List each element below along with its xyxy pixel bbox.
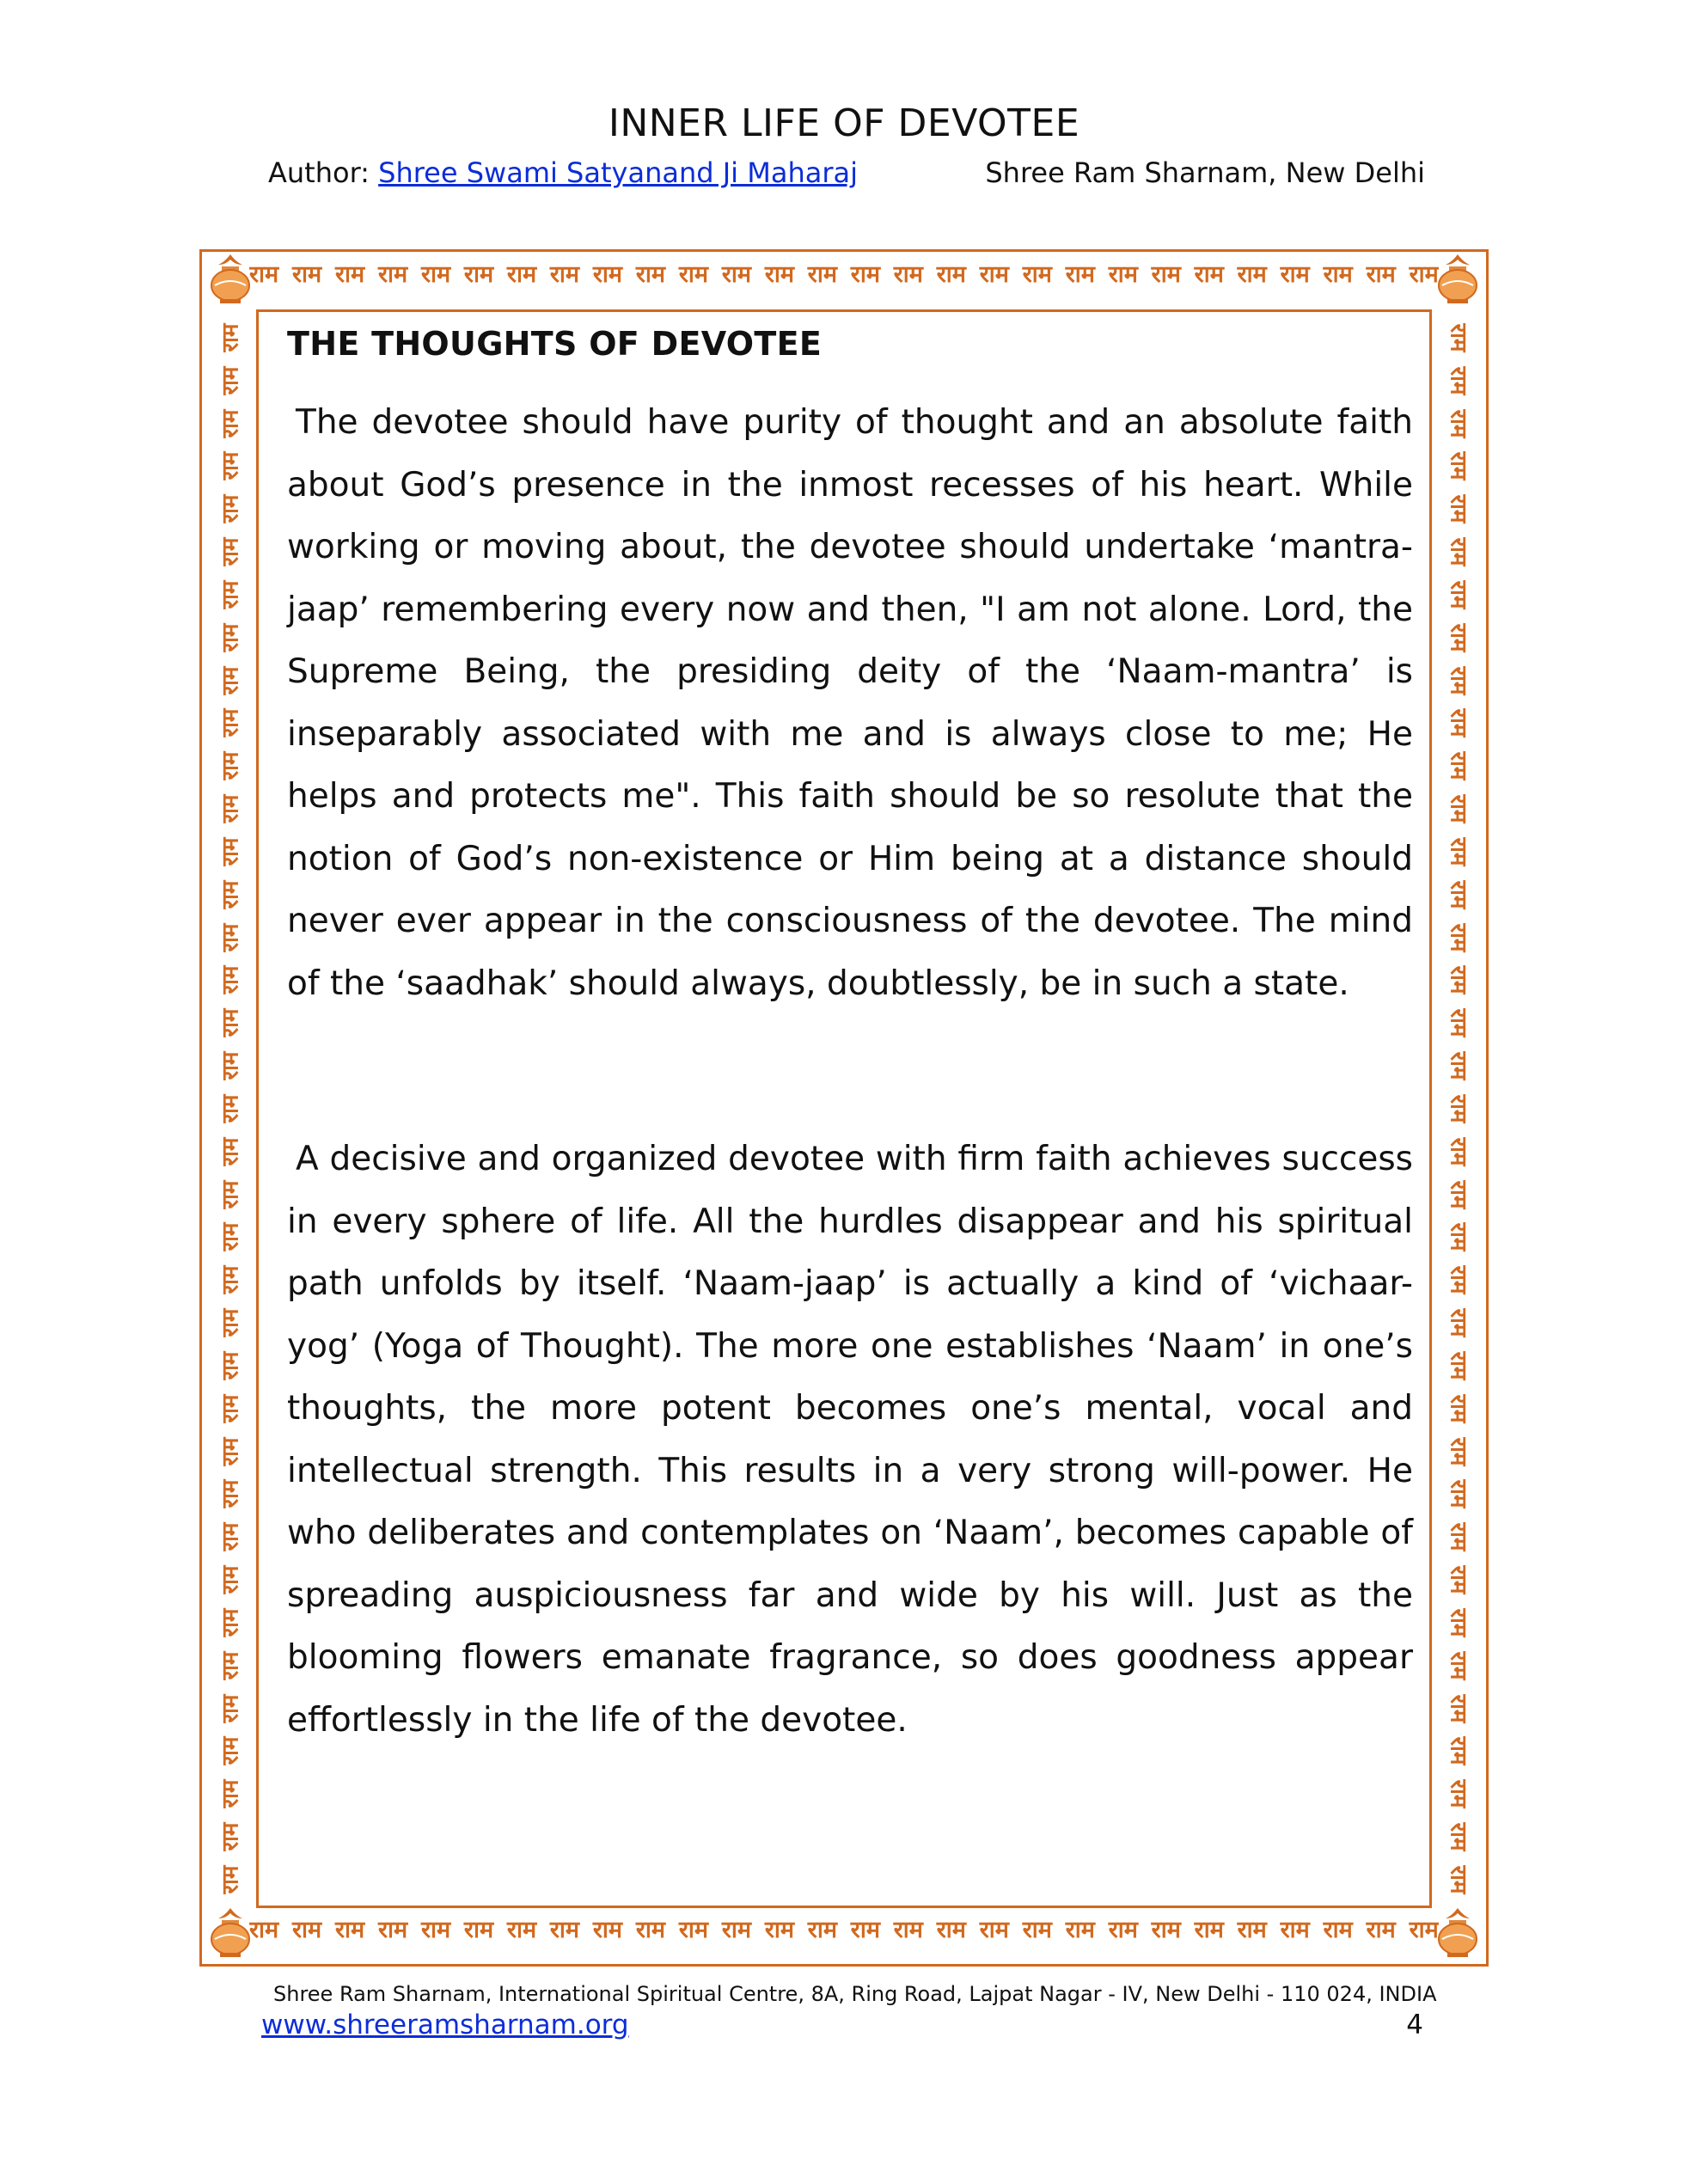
border-ram-word: राम xyxy=(506,1916,537,1943)
website-link[interactable]: www.shreeramsharnam.org xyxy=(261,2010,629,2040)
kalash-icon xyxy=(1430,251,1485,306)
border-ram-word: राम xyxy=(635,1916,666,1943)
border-ram-word: राम xyxy=(217,965,243,994)
border-ram-word: राम xyxy=(217,1394,243,1423)
border-ram-word: राम xyxy=(1444,666,1471,695)
border-ram-word: राम xyxy=(1108,260,1138,288)
border-ram-word: राम xyxy=(217,1565,243,1594)
border-ram-word: राम xyxy=(1444,837,1471,866)
border-ram-word: राम xyxy=(1444,1094,1471,1123)
border-ram-word: राम xyxy=(1444,1479,1471,1508)
kalash-icon xyxy=(203,1905,258,1960)
border-ram-word: राम xyxy=(217,1608,243,1637)
border-ram-word: राम xyxy=(506,260,537,288)
border-top-ram-row xyxy=(249,251,1439,294)
border-ram-word: राम xyxy=(217,1651,243,1680)
border-ram-word: राम xyxy=(1444,708,1471,737)
border-ram-word: राम xyxy=(1065,260,1095,288)
border-ram-word: राम xyxy=(217,1222,243,1251)
border-ram-word: राम xyxy=(217,409,243,438)
border-ram-word: राम xyxy=(850,260,880,288)
border-ram-word: राम xyxy=(1366,260,1396,288)
border-ram-word: राम xyxy=(249,260,279,288)
border-ram-word: राम xyxy=(217,323,243,352)
border-ram-word: राम xyxy=(1444,1394,1471,1423)
border-ram-word: राम xyxy=(1444,580,1471,609)
border-ram-word: राम xyxy=(217,923,243,952)
border-ram-word: राम xyxy=(678,260,709,288)
border-ram-word: राम xyxy=(936,1916,966,1943)
border-ram-word: राम xyxy=(463,260,494,288)
kalash-icon xyxy=(1430,1905,1485,1960)
border-ram-word: राम xyxy=(217,1094,243,1123)
border-ram-word: राम xyxy=(1444,623,1471,652)
border-ram-word: राम xyxy=(217,1779,243,1808)
border-ram-word: राम xyxy=(217,1180,243,1209)
border-ram-word: राम xyxy=(1151,1916,1181,1943)
border-ram-word: राम xyxy=(1444,1694,1471,1722)
border-ram-word: राम xyxy=(217,1308,243,1337)
border-ram-word: राम xyxy=(377,260,408,288)
border-ram-word: राम xyxy=(1444,1565,1471,1594)
border-left-ram-column xyxy=(206,318,254,1900)
border-ram-word: राम xyxy=(217,1694,243,1722)
border-ram-word: राम xyxy=(1444,1137,1471,1166)
border-ram-word: राम xyxy=(1444,409,1471,438)
border-ram-word: राम xyxy=(1444,923,1471,952)
border-ram-word: राम xyxy=(1444,1779,1471,1808)
border-ram-word: राम xyxy=(377,1916,408,1943)
border-ram-word: राम xyxy=(1065,1916,1095,1943)
border-ram-word: राम xyxy=(1444,1008,1471,1037)
border-ram-word: राम xyxy=(217,751,243,780)
border-ram-word: राम xyxy=(217,1137,243,1166)
border-ram-word: राम xyxy=(1444,1437,1471,1465)
border-ram-word: राम xyxy=(678,1916,709,1943)
border-ram-word: राम xyxy=(217,1865,243,1894)
border-ram-word: राम xyxy=(807,1916,837,1943)
border-ram-word: राम xyxy=(1366,1916,1396,1943)
border-ram-word: राम xyxy=(217,1822,243,1851)
border-ram-word: राम xyxy=(217,580,243,609)
border-ram-word: राम xyxy=(635,260,666,288)
border-ram-word: राम xyxy=(1444,1265,1471,1294)
border-ram-word: राम xyxy=(217,837,243,866)
border-ram-word: राम xyxy=(1444,1308,1471,1337)
border-ram-word: राम xyxy=(1194,260,1224,288)
border-ram-word: राम xyxy=(1237,260,1267,288)
border-ram-word: राम xyxy=(1444,1051,1471,1080)
page-content xyxy=(287,316,1413,1752)
organization-name: Shree Ram Sharnam, New Delhi xyxy=(985,156,1425,189)
border-ram-word: राम xyxy=(1280,260,1310,288)
border-ram-word: राम xyxy=(1409,260,1439,288)
border-ram-word: राम xyxy=(1444,1522,1471,1551)
border-ram-word: राम xyxy=(291,1916,322,1943)
border-ram-word: राम xyxy=(249,1916,279,1943)
paragraph-1: The devotee should have purity of thought and an absolute faith about God’s presence in the inmost recesses of his heart. While working or moving about, the devotee should undertake ‘mantra-jaap’ remembering every now and then, "I am not alone. Lord, the Supreme Being, the presiding deity of the ‘Naam-mantra’ is inseparably associated with me and is always close to me; He helps and protects me". This faith should be so resolute that the notion of God’s non-existence or Him being at a distance should never ever appear in the consciousness of the devotee. The mind of the ‘saadhak’ should always, doubtlessly, be in such a state. xyxy=(287,403,1413,1003)
border-ram-word: राम xyxy=(334,1916,365,1943)
border-ram-word: राम xyxy=(1280,1916,1310,1943)
border-ram-word: राम xyxy=(217,1479,243,1508)
border-ram-word: राम xyxy=(291,260,322,288)
border-ram-word: राम xyxy=(217,537,243,566)
border-ram-word: राम xyxy=(1444,965,1471,994)
border-ram-word: राम xyxy=(549,260,580,288)
border-ram-word: राम xyxy=(420,260,451,288)
border-ram-word: राम xyxy=(217,880,243,909)
border-ram-word: राम xyxy=(1108,1916,1138,1943)
border-ram-word: राम xyxy=(1323,260,1353,288)
border-ram-word: राम xyxy=(1022,1916,1052,1943)
paragraph-2: A decisive and organized devotee with firm faith achieves success in every sphere of life. All the hurdles disappear and his spiritual path unfolds by itself. ‘Naam-jaap’ is actually a kind of ‘vichaar-yog’ (Yoga of Thought). The more one establishes ‘Naam’ in one’s thoughts, the more potent becomes one’s mental, vocal and intellectual strength. This results in a very strong will-power. He who deliberates and contemplates on ‘Naam’, becomes capable of spreading auspiciousness far and wide by his will. Just as the blooming flowers emanate fragrance, so does goodness appear effortlessly in the life of the devotee. xyxy=(287,1140,1413,1740)
page-number: 4 xyxy=(1406,2010,1423,2040)
border-ram-word: राम xyxy=(217,1522,243,1551)
border-ram-word: राम xyxy=(334,260,365,288)
border-ram-word: राम xyxy=(1444,1222,1471,1251)
border-ram-word: राम xyxy=(420,1916,451,1943)
border-ram-word: राम xyxy=(1444,1865,1471,1894)
border-ram-word: राम xyxy=(217,1736,243,1765)
border-ram-word: राम xyxy=(217,708,243,737)
section-heading: THE THOUGHTS OF DEVOTEE xyxy=(287,325,823,363)
border-ram-word: राम xyxy=(764,1916,794,1943)
border-ram-word: राम xyxy=(936,260,966,288)
kalash-icon xyxy=(203,251,258,306)
border-ram-word: राम xyxy=(1323,1916,1353,1943)
border-ram-word: राम xyxy=(217,1008,243,1037)
author-link[interactable]: Shree Swami Satyanand Ji Maharaj xyxy=(378,156,858,189)
border-ram-word: राम xyxy=(217,794,243,823)
border-ram-word: राम xyxy=(1444,880,1471,909)
border-ram-word: राम xyxy=(1194,1916,1224,1943)
border-ram-word: राम xyxy=(1151,260,1181,288)
border-ram-word: राम xyxy=(592,260,623,288)
border-ram-word: राम xyxy=(764,260,794,288)
border-ram-word: राम xyxy=(217,452,243,480)
border-ram-word: राम xyxy=(1237,1916,1267,1943)
border-ram-word: राम xyxy=(217,1351,243,1380)
border-ram-word: राम xyxy=(721,1916,752,1943)
border-ram-word: राम xyxy=(1444,1736,1471,1765)
border-ram-word: राम xyxy=(1444,794,1471,823)
border-ram-word: राम xyxy=(217,1051,243,1080)
border-ram-word: राम xyxy=(549,1916,580,1943)
border-ram-word: राम xyxy=(1409,1916,1439,1943)
author-line xyxy=(268,156,858,189)
border-ram-word: राम xyxy=(1444,751,1471,780)
border-ram-word: राम xyxy=(1444,1822,1471,1851)
border-ram-word: राम xyxy=(217,1437,243,1465)
border-ram-word: राम xyxy=(721,260,752,288)
border-ram-word: राम xyxy=(1444,494,1471,523)
border-ram-word: राम xyxy=(217,623,243,652)
border-ram-word: राम xyxy=(807,260,837,288)
border-ram-word: राम xyxy=(1444,366,1471,395)
border-ram-word: राम xyxy=(1444,1180,1471,1209)
border-ram-word: राम xyxy=(217,366,243,395)
border-ram-word: राम xyxy=(1444,323,1471,352)
border-ram-word: राम xyxy=(217,666,243,695)
border-ram-word: राम xyxy=(1444,1651,1471,1680)
border-ram-word: राम xyxy=(893,260,923,288)
border-ram-word: राम xyxy=(1022,260,1052,288)
footer-address: Shree Ram Sharnam, International Spiritual Centre, 8A, Ring Road, Lajpat Nagar - IV, New Delhi - 110 024, INDIA xyxy=(273,1982,1437,2006)
border-ram-word: राम xyxy=(1444,1351,1471,1380)
border-right-ram-column xyxy=(1434,318,1482,1900)
border-ram-word: राम xyxy=(1444,452,1471,480)
border-ram-word: राम xyxy=(893,1916,923,1943)
border-ram-word: राम xyxy=(850,1916,880,1943)
border-ram-word: राम xyxy=(979,1916,1009,1943)
border-ram-word: राम xyxy=(1444,1608,1471,1637)
border-ram-word: राम xyxy=(217,1265,243,1294)
border-ram-word: राम xyxy=(592,1916,623,1943)
border-ram-word: राम xyxy=(217,494,243,523)
border-bottom-ram-row xyxy=(249,1906,1439,1949)
border-ram-word: राम xyxy=(1444,537,1471,566)
border-ram-word: राम xyxy=(463,1916,494,1943)
author-label: Author: xyxy=(268,156,370,189)
border-ram-word: राम xyxy=(979,260,1009,288)
document-title: INNER LIFE OF DEVOTEE xyxy=(608,101,1080,145)
